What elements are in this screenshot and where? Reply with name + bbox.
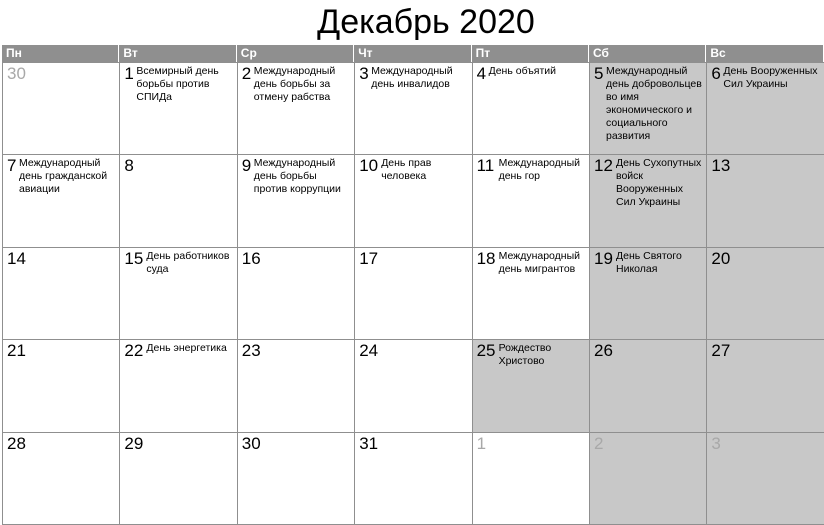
day-cell[interactable]: [472, 62, 590, 155]
day-number: 26: [594, 341, 613, 361]
day-number: 20: [711, 248, 731, 268]
day-cell[interactable]: [354, 154, 472, 247]
day-cell[interactable]: [472, 339, 590, 432]
event-label: Международный день инвалидов: [371, 65, 453, 90]
day-cell[interactable]: [354, 339, 472, 432]
calendar-grid: [2, 45, 824, 524]
day-number: 8: [124, 156, 134, 176]
day-cell[interactable]: [589, 432, 707, 525]
day-cell[interactable]: [354, 432, 472, 525]
day-cell[interactable]: [2, 339, 120, 432]
day-number: 23: [241, 341, 261, 361]
day-cell[interactable]: [589, 247, 707, 340]
event-label: День объятий: [488, 65, 557, 77]
day-cell[interactable]: [119, 154, 237, 247]
day-cell[interactable]: [2, 432, 120, 525]
weekday-header: Пт: [472, 45, 589, 62]
event-label: День Вооруженных Сил Украины: [723, 65, 818, 90]
day-cell[interactable]: [119, 247, 237, 340]
day-cell[interactable]: [706, 432, 824, 525]
event-label: Международный день гор: [498, 157, 581, 183]
day-cell[interactable]: [237, 432, 355, 525]
day-cell[interactable]: [119, 432, 237, 525]
day-cell[interactable]: [589, 62, 707, 155]
day-cell[interactable]: [706, 339, 824, 432]
day-cell[interactable]: [119, 62, 237, 155]
event-label: День Сухопутных войск Вооруженных Сил Украины: [616, 157, 702, 209]
day-cell[interactable]: [472, 432, 590, 525]
event-label: Международный день борьбы против коррупции: [253, 157, 341, 196]
day-number: 13: [711, 156, 731, 176]
day-cell[interactable]: [354, 247, 472, 340]
event-label: Международный день добровольцев во имя экономического и социального развития: [606, 65, 702, 142]
event-label: Международный день гражданской авиации: [19, 157, 108, 196]
weekday-header: Пн: [2, 45, 119, 62]
day-cell[interactable]: [2, 247, 120, 340]
day-number: 7: [7, 156, 17, 176]
day-number: 1: [124, 64, 134, 83]
weekday-header-row: [2, 45, 824, 62]
day-number: 2: [594, 433, 604, 453]
calendar-title: Декабрь 2020: [317, 3, 535, 41]
day-number: 18: [476, 248, 496, 268]
weekday-header: Сб: [589, 45, 706, 62]
day-cell[interactable]: [706, 247, 824, 340]
day-cell[interactable]: [589, 339, 707, 432]
day-number: 27: [711, 341, 731, 361]
day-number: 30: [7, 64, 26, 83]
day-cell[interactable]: [706, 154, 824, 247]
day-number: 3: [711, 433, 721, 453]
day-cell[interactable]: [706, 62, 824, 155]
day-number: 28: [7, 433, 26, 453]
day-number: 17: [359, 248, 379, 268]
day-number: 25: [476, 341, 496, 361]
day-cell[interactable]: [2, 154, 120, 247]
event-label: День энергетика: [146, 342, 227, 355]
day-number: 10: [359, 156, 379, 176]
day-number: 29: [124, 433, 144, 453]
day-number: 31: [359, 433, 379, 453]
day-cell[interactable]: [472, 247, 590, 340]
day-cell[interactable]: [237, 154, 355, 247]
day-number: 14: [7, 248, 26, 268]
event-label: День прав человека: [381, 157, 432, 183]
day-number: 21: [7, 341, 26, 361]
day-number: 15: [124, 248, 144, 268]
day-number: 12: [594, 156, 613, 176]
event-label: День Святого Николая: [616, 249, 682, 275]
weekday-header: Вс: [706, 45, 823, 62]
day-number: 22: [124, 341, 144, 361]
day-number: 19: [594, 248, 613, 268]
day-number: 16: [241, 248, 261, 268]
day-cell[interactable]: [2, 62, 120, 155]
day-cell[interactable]: [472, 154, 590, 247]
day-number: 2: [241, 64, 252, 83]
day-cell[interactable]: [237, 62, 355, 155]
event-label: Международный день борьбы за отмену рабства: [253, 65, 336, 103]
day-cell[interactable]: [237, 339, 355, 432]
weekday-header: Чт: [354, 45, 471, 62]
day-cell[interactable]: [119, 339, 237, 432]
day-number: 4: [476, 64, 487, 83]
day-number: 1: [476, 433, 487, 453]
day-number: 5: [594, 64, 604, 83]
day-cell[interactable]: [589, 154, 707, 247]
day-cell[interactable]: [354, 62, 472, 155]
day-cell[interactable]: [237, 247, 355, 340]
event-label: День работников суда: [146, 249, 230, 275]
day-number: 6: [711, 64, 721, 83]
day-number: 11: [476, 156, 495, 176]
day-number: 3: [359, 64, 369, 83]
event-label: Всемирный день борьбы против СПИДа: [136, 65, 219, 103]
day-number: 24: [359, 341, 379, 361]
event-label: Рождество Христово: [498, 342, 552, 368]
event-label: Международный день мигрантов: [498, 249, 581, 275]
day-number: 30: [241, 433, 261, 453]
weekday-header: Ср: [237, 45, 354, 62]
day-number: 9: [241, 156, 252, 176]
weekday-header: Вт: [119, 45, 236, 62]
